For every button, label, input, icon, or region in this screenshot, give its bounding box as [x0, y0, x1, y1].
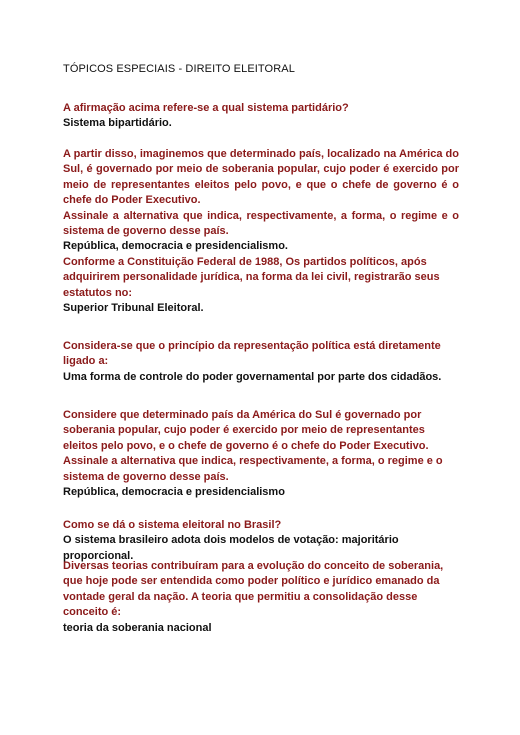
qa-item-3 [63, 255, 459, 317]
qa-item-2 [63, 147, 459, 255]
question-text: Diversas teorias contribuíram para a evolução do conceito de soberania, que hoje pode ser entendida como poder político e jurídico emanado da vontade geral da nação. A teoria que permitiu a consolidação desse conceito é: [63, 560, 444, 619]
qa-item-1 [63, 101, 459, 132]
qa-item-6 [63, 518, 459, 564]
question-text: A afirmação acima refere-se a qual sistema partidário? [63, 102, 349, 114]
document-title: TÓPICOS ESPECIAIS - DIREITO ELEITORAL [63, 63, 295, 75]
answer-text: O sistema brasileiro adota dois modelos de votação: majoritário proporcional. [63, 534, 399, 562]
question-text-continued: Assinale a alternativa que indica, respectivamente, a forma, o regime e o sistema de governo desse país. [63, 209, 459, 238]
answer-text: Uma forma de controle do poder governamental por parte dos cidadãos. [63, 370, 442, 383]
question-text: Conforme a Constituição Federal de 1988, Os partidos políticos, após adquirirem personalidade jurídica, na forma da lei civil, registrarão seus estatutos no: [63, 256, 440, 299]
qa-item-4 [63, 339, 459, 385]
answer-text: República, democracia e presidencialismo [63, 486, 285, 499]
answer-text: Superior Tribunal Eleitoral. [63, 302, 204, 315]
qa-item-7 [63, 559, 459, 636]
answer-text: República, democracia e presidencialismo. [63, 240, 288, 253]
question-text: Como se dá o sistema eleitoral no Brasil? [63, 519, 282, 531]
question-text: Considere que determinado país da América do Sul é governado por soberania popular, cujo poder é exercido por meio de representantes eleitos pelo povo, e o chefe de governo é o chefe do Poder Executivo. Assinale a alternativa que indica, respectivamente, a forma, o regime e o sistema de governo desse país. [63, 409, 443, 483]
question-text: Considera-se que o princípio da representação política está diretamente ligado a: [63, 340, 441, 368]
question-text: A partir disso, imaginemos que determinado país, localizado na América do Sul, é governado por meio de soberania popular, cujo poder é exercido por meio de representantes eleitos pelo povo, e que o chefe de governo é o chefe do Poder Executivo. [63, 148, 459, 207]
qa-item-5 [63, 408, 459, 500]
answer-text: teoria da soberania nacional [63, 621, 212, 634]
answer-text: Sistema bipartidário. [63, 117, 172, 130]
